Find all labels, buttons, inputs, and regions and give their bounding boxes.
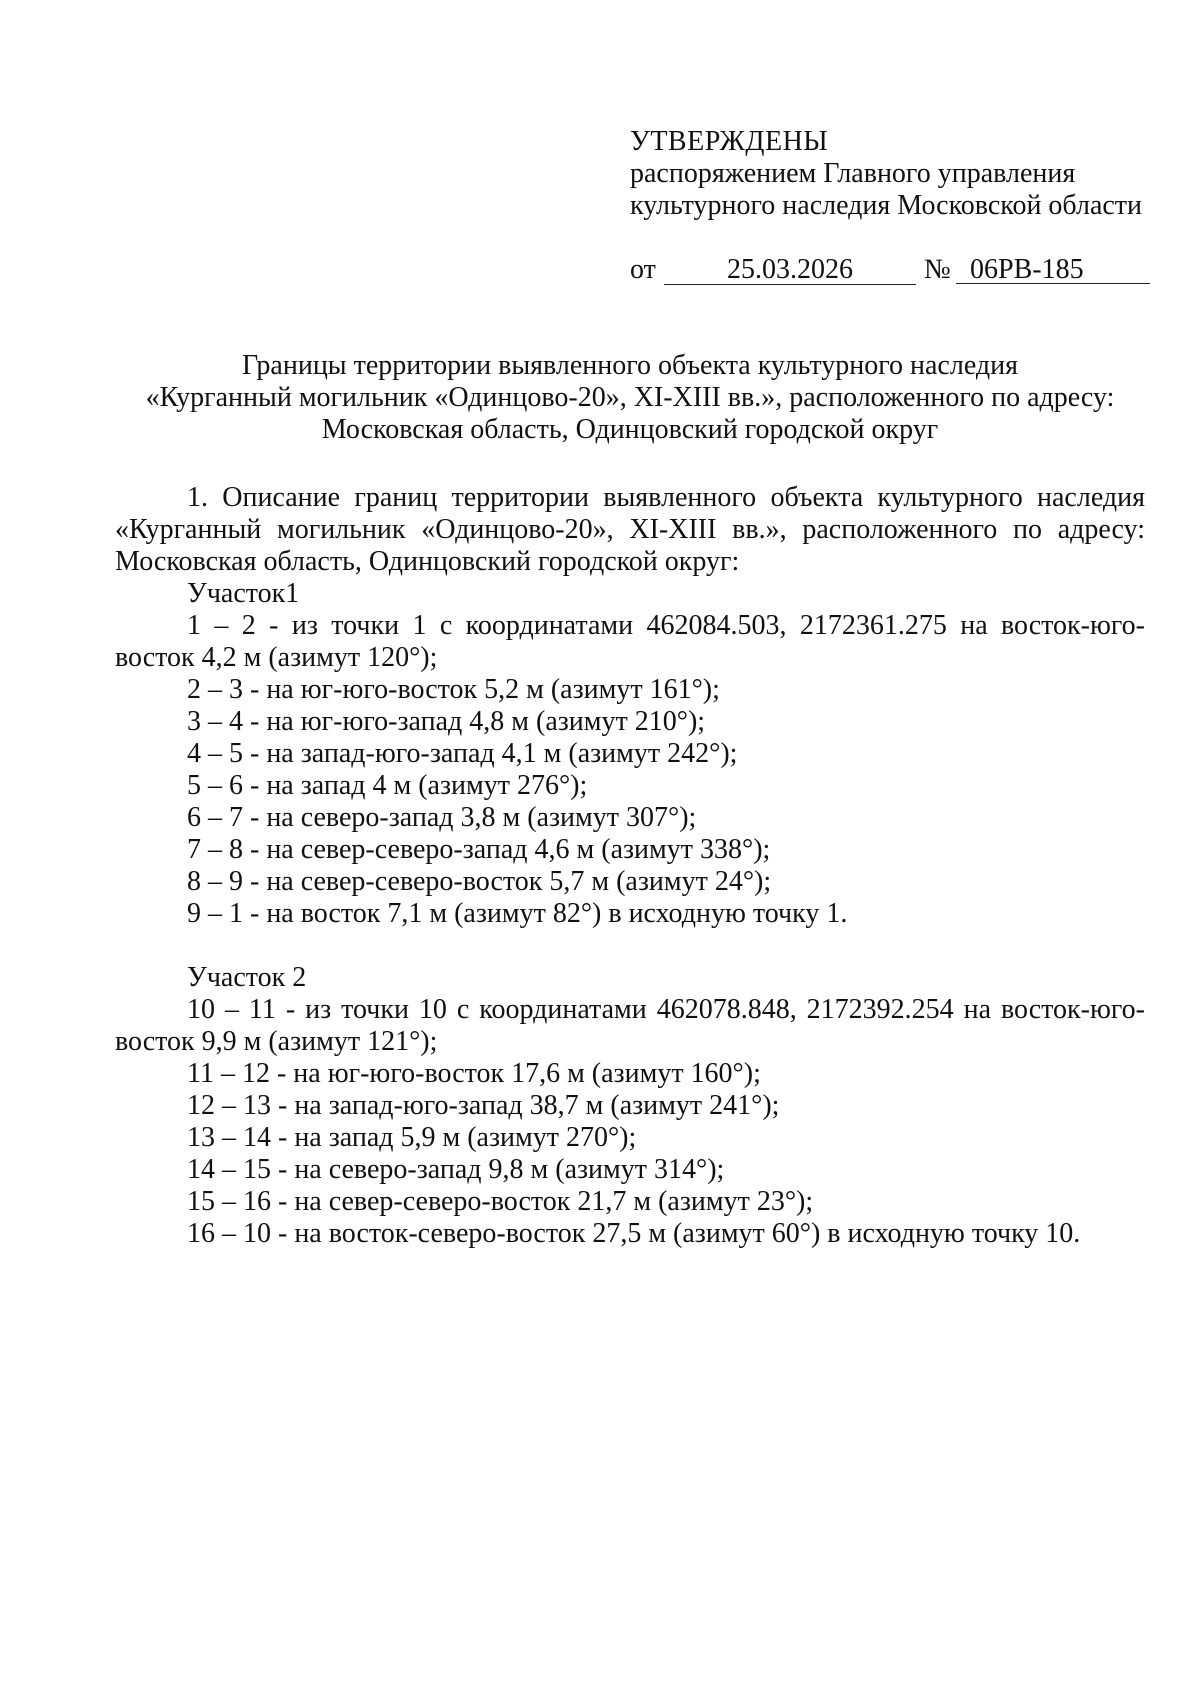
boundary-range: 13 – 14 [187, 1122, 271, 1153]
approval-line: распоряжением Главного управления [630, 158, 1076, 189]
boundary-range: 4 – 5 [187, 738, 243, 769]
boundary-text: - на запад-юго-запад 4,1 м (азимут 242°); [243, 738, 738, 769]
date-label: от [630, 254, 656, 285]
boundary-item [115, 1186, 1145, 1218]
approval-block [630, 126, 1150, 222]
boundary-text: - на северо-запад 9,8 м (азимут 314°); [271, 1154, 725, 1185]
boundary-range: 3 – 4 [187, 706, 243, 737]
boundary-text: - на восток 7,1 м (азимут 82°) в исходную точку 1. [243, 898, 848, 929]
boundary-item [115, 770, 1145, 802]
boundary-range: 15 – 16 [187, 1186, 271, 1217]
approval-line: культурного наследия Московской области [630, 190, 1143, 221]
title-line: Границы территории выявленного объекта культурного наследия [242, 350, 1018, 381]
approval-heading: УТВЕРЖДЕНЫ [630, 126, 829, 157]
boundary-item [115, 706, 1145, 738]
boundary-item [115, 738, 1145, 770]
boundary-range: 11 – 12 [187, 1058, 270, 1089]
boundary-text: - из точки 1 с координатами 462084.503, 2172361.275 на восток-юго-восток 4,2 м (азимут 120°); [115, 610, 1145, 673]
number-label: № [924, 254, 951, 285]
boundary-item [115, 834, 1145, 866]
boundary-item [115, 898, 1145, 930]
title-line: Московская область, Одинцовский городской округ [321, 414, 939, 445]
boundary-text: - на запад-юго-запад 38,7 м (азимут 241°); [271, 1090, 780, 1121]
paragraph-gap [115, 930, 1145, 962]
boundary-text: - из точки 10 с координатами 462078.848, 2172392.254 на восток-юго-восток 9,9 м (азимут 121°); [115, 994, 1145, 1057]
boundary-item [115, 866, 1145, 898]
boundary-range: 10 – 11 [187, 994, 276, 1025]
boundary-range: 6 – 7 [187, 802, 243, 833]
boundary-text: - на восток-северо-восток 27,5 м (азимут 60°) в исходную точку 10. [271, 1218, 1081, 1249]
boundary-range: 5 – 6 [187, 770, 243, 801]
boundary-range: 7 – 8 [187, 834, 243, 865]
document-title [115, 350, 1145, 446]
boundary-item [115, 994, 1145, 1058]
boundary-range: 14 – 15 [187, 1154, 271, 1185]
boundary-range: 16 – 10 [187, 1218, 271, 1249]
section-intro: 1. Описание границ территории выявленного объекта культурного наследия «Курганный могильник «Одинцово-20», XI-XIII вв.», расположенного по адресу: Московская область, Одинцовский городской округ: [115, 482, 1145, 577]
boundary-text: - на юг-юго-запад 4,8 м (азимут 210°); [243, 706, 706, 737]
boundary-range: 1 – 2 [187, 610, 256, 641]
document-date: 25.03.2026 [664, 254, 916, 285]
boundary-text: - на юг-юго-восток 17,6 м (азимут 160°); [269, 1058, 761, 1089]
boundary-item [115, 1122, 1145, 1154]
document-reference [630, 254, 1150, 286]
plot-label: Участок1 [187, 578, 300, 609]
boundary-text: - на север-северо-восток 21,7 м (азимут 23°); [271, 1186, 814, 1217]
boundary-range: 8 – 9 [187, 866, 243, 897]
boundary-item [115, 1090, 1145, 1122]
boundary-text: - на север-северо-восток 5,7 м (азимут 24°); [243, 866, 772, 897]
boundary-text: - на северо-запад 3,8 м (азимут 307°); [243, 802, 697, 833]
boundary-range: 12 – 13 [187, 1090, 271, 1121]
document-number: 06РВ-185 [956, 254, 1150, 284]
boundary-range: 9 – 1 [187, 898, 243, 929]
boundary-item [115, 674, 1145, 706]
title-line: «Курганный могильник «Одинцово-20», XI-XIII вв.», расположенного по адресу: [145, 382, 1115, 413]
boundary-text: - на юг-юго-восток 5,2 м (азимут 161°); [243, 674, 720, 705]
boundary-text: - на запад 5,9 м (азимут 270°); [271, 1122, 637, 1153]
document-body [115, 482, 1145, 1250]
boundary-item [115, 1218, 1145, 1250]
boundary-item [115, 610, 1145, 674]
plot-label: Участок 2 [187, 962, 307, 993]
boundary-item [115, 1058, 1145, 1090]
boundary-range: 2 – 3 [187, 674, 243, 705]
boundary-item [115, 1154, 1145, 1186]
boundary-item [115, 802, 1145, 834]
boundary-text: - на север-северо-запад 4,6 м (азимут 338°); [243, 834, 771, 865]
boundary-text: - на запад 4 м (азимут 276°); [243, 770, 588, 801]
